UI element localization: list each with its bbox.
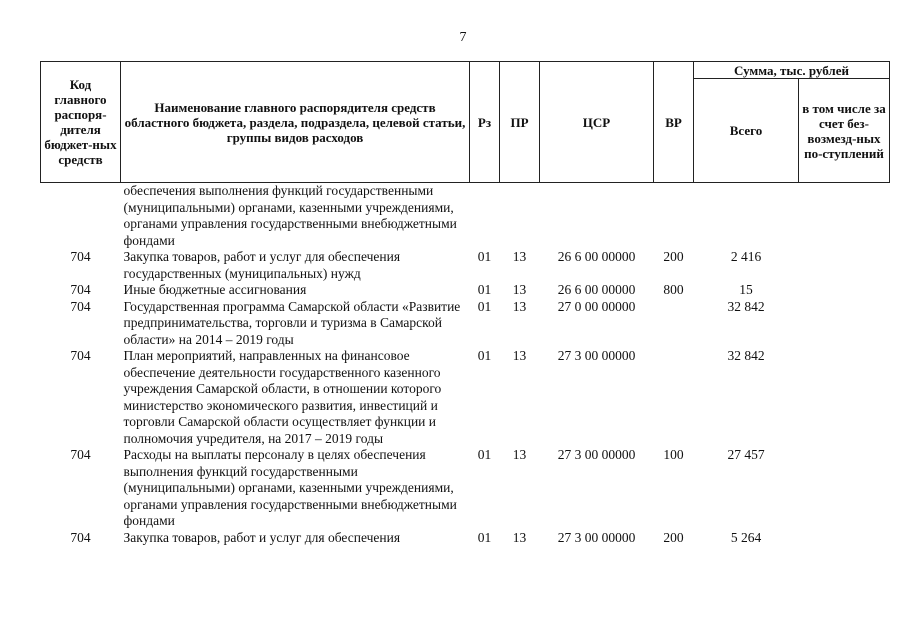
table-row (41, 530, 890, 547)
cell-vr: 100 (663, 447, 684, 462)
cell-csr: 27 3 00 00000 (557, 348, 636, 363)
cell-total: 2 416 (730, 249, 762, 264)
cell-rz: 01 (477, 298, 492, 314)
cell-total: 32 842 (727, 348, 765, 363)
cell-pr (500, 183, 540, 250)
cell-code: 704 (70, 249, 91, 264)
cell-name: Государственная программа Самарской области «Развитие предпринимательства, торговли и туризма в Самарской области» на 2014 – 2019 годы (123, 298, 461, 347)
col-header-vr: ВР (654, 62, 694, 183)
cell-total: 15 (739, 282, 753, 297)
cell-csr: 27 3 00 00000 (557, 529, 636, 545)
cell-csr: 26 6 00 00000 (557, 282, 636, 297)
cell-rz: 01 (477, 282, 492, 297)
table-row (41, 282, 890, 299)
cell-code: 704 (70, 447, 91, 462)
cell-grants (799, 447, 890, 530)
cell-vr (654, 183, 694, 250)
cell-code: 704 (70, 282, 91, 297)
col-header-csr: ЦСР (540, 62, 654, 183)
cell-pr: 13 (512, 282, 527, 297)
cell-code: 704 (70, 348, 91, 363)
cell-csr: 27 3 00 00000 (557, 447, 636, 462)
cell-pr: 13 (512, 348, 527, 363)
cell-rz: 01 (477, 529, 492, 545)
col-header-rz: Рз (470, 62, 500, 183)
table-row (41, 348, 890, 447)
col-header-pr: ПР (500, 62, 540, 183)
cell-pr: 13 (512, 529, 527, 545)
cell-rz: 01 (477, 447, 492, 462)
cell-grants (799, 282, 890, 299)
cell-grants (799, 249, 890, 282)
cell-vr: 200 (663, 529, 684, 545)
cell-name: Иные бюджетные ассигнования (123, 282, 307, 297)
cell-csr (540, 183, 654, 250)
cell-name: обеспечения выполнения функций государственными (муниципальными) органами, казенными учреждениями, органами управления государственными внебюджетными фондами (123, 183, 457, 248)
cell-pr: 13 (512, 249, 527, 264)
col-header-name: Наименование главного распорядителя средств областного бюджета, раздела, подраздела, целевой статьи, группы видов расходов (121, 62, 470, 183)
col-header-code: Код главного распоря-дителя бюджет-ных средств (41, 62, 121, 183)
cell-name: Закупка товаров, работ и услуг для обеспечения государственных (муниципальных) нужд (123, 249, 401, 281)
budget-table (40, 61, 890, 546)
cell-vr: 800 (663, 282, 684, 297)
cell-pr: 13 (512, 447, 527, 462)
cell-csr: 26 6 00 00000 (557, 249, 636, 264)
cell-total: 5 264 (730, 529, 762, 545)
cell-name: План мероприятий, направленных на финансовое обеспечение деятельности государственного казенного учреждения Самарской области, в отношении которого министерство экономического развития, инвестиций и торговли Самарской области осуществляет функции и полномочия учредителя, на 2017 – 2019 годы (123, 348, 442, 446)
col-header-sum: Сумма, тыс. рублей (694, 62, 890, 79)
cell-total (694, 183, 799, 250)
cell-code: 704 (70, 529, 91, 545)
col-header-grants: в том числе за счет без-возмезд-ных по-ступлений (799, 79, 890, 183)
table-row (41, 249, 890, 282)
cell-vr (654, 299, 694, 349)
cell-pr: 13 (512, 298, 527, 314)
cell-name: Закупка товаров, работ и услуг для обеспечения (123, 529, 401, 545)
cell-rz (470, 183, 500, 250)
cell-vr: 200 (663, 249, 684, 264)
cell-total: 32 842 (727, 298, 765, 314)
table-row (41, 299, 890, 349)
cell-grants (799, 183, 890, 250)
page-number: 7 (459, 30, 467, 45)
cell-code (41, 183, 121, 250)
cell-grants (799, 530, 890, 547)
cell-csr: 27 0 00 00000 (557, 298, 636, 314)
table-row (41, 447, 890, 530)
cell-grants (799, 348, 890, 447)
cell-total: 27 457 (727, 447, 765, 462)
cell-vr (654, 348, 694, 447)
cell-rz: 01 (477, 348, 492, 363)
cell-code: 704 (70, 298, 91, 314)
col-header-total: Всего (694, 79, 799, 183)
cell-name: Расходы на выплаты персоналу в целях обеспечения выполнения функций государственными (муниципальными) органами, казенными учреждениями, органами управления государственными внебюджетными фондами (123, 447, 457, 528)
table-row (41, 183, 890, 250)
cell-grants (799, 299, 890, 349)
cell-rz: 01 (477, 249, 492, 264)
